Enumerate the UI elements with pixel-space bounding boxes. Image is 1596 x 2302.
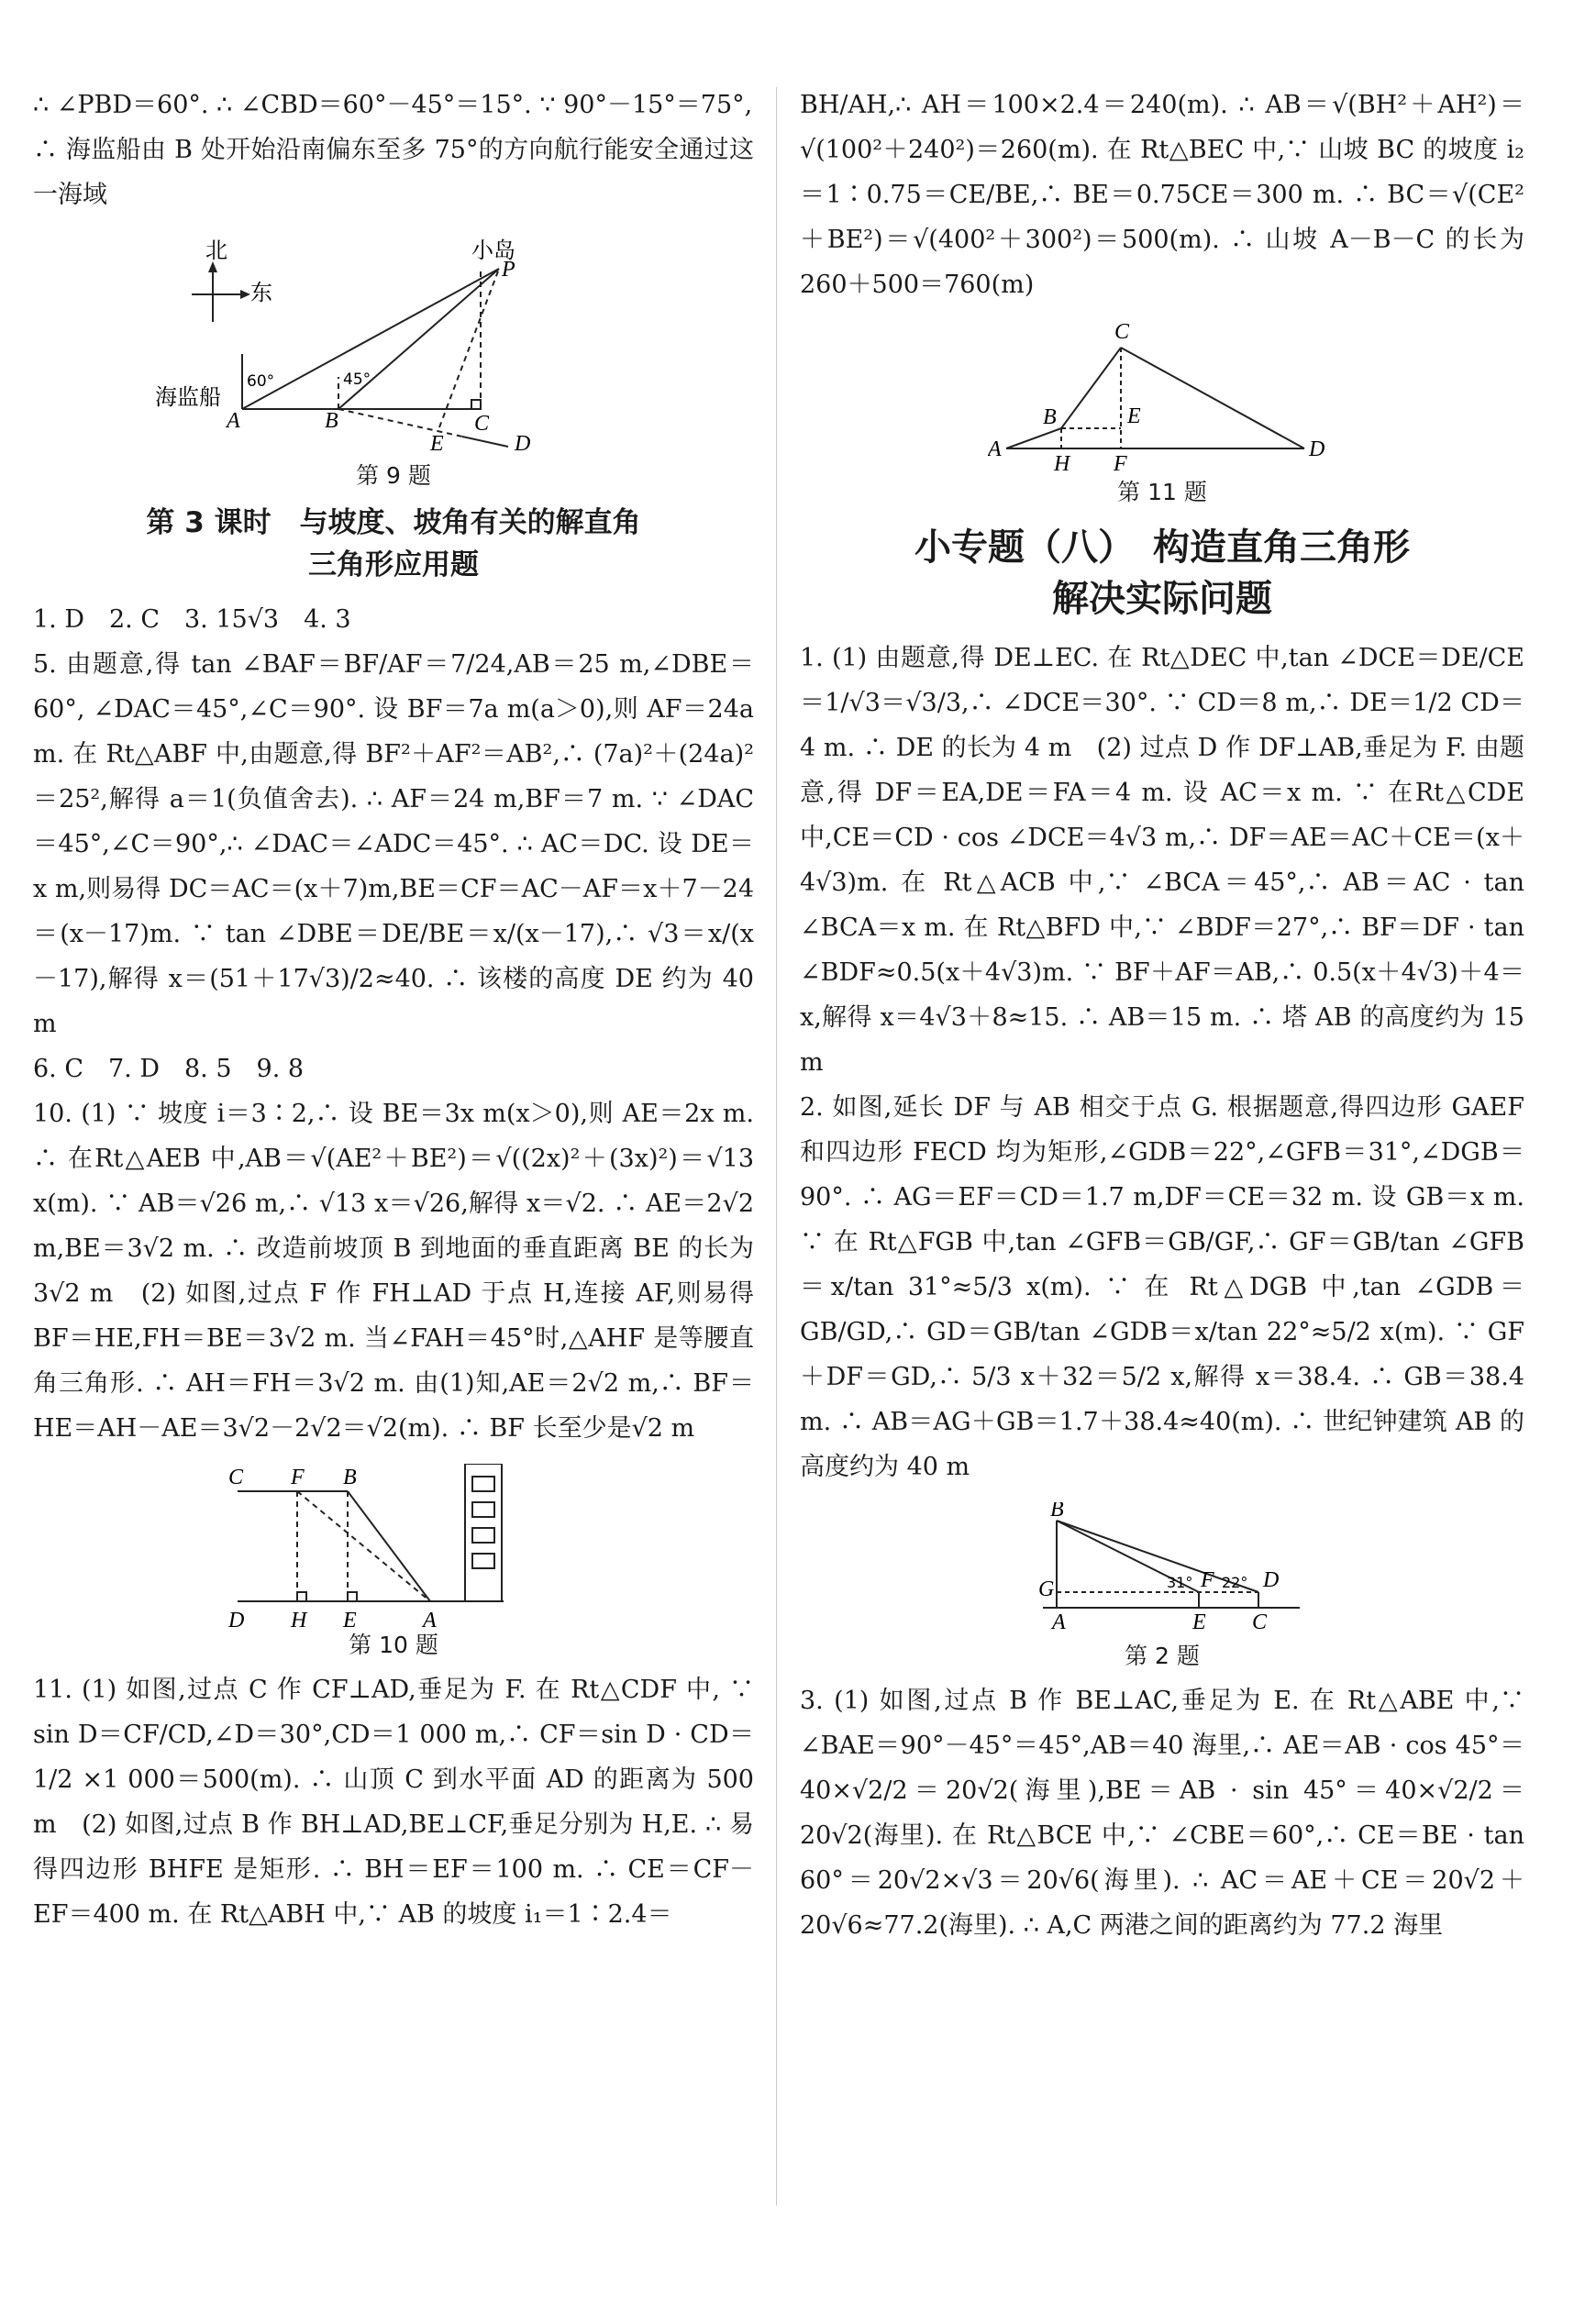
point-label: H <box>291 1609 307 1629</box>
figure-9-caption: 第 9 题 <box>356 462 431 489</box>
point-label: E <box>430 432 444 456</box>
question-5: 5. 由题意,得 tan ∠BAF＝BF/AF＝7/24,AB＝25 m,∠DBE＝60°, ∠DAC＝45°,∠C＝90°. 设 BF＝7a m(a＞0),则 AF＝24a m. 在 Rt△ABF 中,由题意,得 BF²＋AF²＝AB²,∴ (7a)²＋(24a)²＝25²,解得 a＝1(负值舍去). ∴ AF＝24 m,BF＝7 m. ∵ ∠DAC＝45°,∠C＝90°,∴ ∠DAC＝∠ADC＝45°. ∴ AC＝DC. 设 DE＝x m,则易得 DC＝AC＝(x＋7)m,BE＝CF＝AC－AF＝x＋7－24＝(x－17)m. ∵ tan ∠DBE＝DE/BE＝x/(x－17),∴ √3＝x/(x－17),解得 x＝(51＋17√3)/2≈40. ∴ 该楼的高度 DE 约为 40 m <box>33 650 754 1038</box>
intro-line-2: ∴ 海监船由 B 处开始沿南偏东至多 75°的方向航行能安全通过这一海域 <box>33 136 754 209</box>
point-label: F <box>1201 1568 1214 1592</box>
point-label: C <box>474 412 490 436</box>
figure-2-diagram <box>1006 1502 1318 1640</box>
topic-title <box>800 522 1524 625</box>
figure-10-diagram <box>228 1464 559 1629</box>
north-label: 北 <box>205 238 227 263</box>
point-label: E <box>343 1609 357 1629</box>
answers-1-4: 1. D 2. C 3. 15√3 4. 3 <box>33 605 351 634</box>
answers-6-9: 6. C 7. D 8. 5 9. 8 <box>33 1055 305 1083</box>
figure-10 <box>33 1464 754 1662</box>
point-label: P <box>502 258 515 282</box>
figure-9 <box>33 230 754 492</box>
point-label: A <box>423 1609 437 1629</box>
figure-11-diagram <box>988 320 1336 476</box>
left-column <box>33 83 754 1937</box>
figure-11-caption: 第 11 题 <box>1117 479 1207 505</box>
angle-60-label: 60° <box>247 372 275 391</box>
point-label: C <box>1114 320 1130 344</box>
figure-11 <box>800 320 1524 509</box>
topic-question-3: 3. (1) 如图,过点 B 作 BE⊥AC,垂足为 E. 在 Rt△ABE 中,∵ ∠BAE＝90°－45°＝45°,AB＝40 海里,∴ AE＝AB · cos 45°＝40×√2/2＝20√2(海里),BE＝AB · sin 45°＝40×√2/2＝20√2(海里). 在 Rt△BCE 中,∵ ∠CBE＝60°,∴ CE＝BE · tan 60°＝20√2×√3＝20√6(海里). ∴ AC＝AE＋CE＝20√2＋20√6≈77.2(海里). ∴ A,C 两港之间的距离约为 77.2 海里 <box>800 1687 1524 1940</box>
angle-22-label: 22° <box>1222 1574 1248 1591</box>
topic-question-1: 1. (1) 由题意,得 DE⊥EC. 在 Rt△DEC 中,tan ∠DCE＝DE/CE＝1/√3＝√3/3,∴ ∠DCE＝30°. ∵ CD＝8 m,∴ DE＝1/2 CD＝4 m. ∴ DE 的长为 4 m (2) 过点 D 作 DF⊥AB,垂足为 F. 由题意,得 DF＝EA,DE＝FA＝4 m. 设 AC＝x m. ∵ 在Rt△CDE 中,CE＝CD · cos ∠DCE＝4√3 m,∴ DF＝AE＝AC＋CE＝(x＋4√3)m. 在 Rt△ACB 中,∵ ∠BCA＝45°,∴ AB＝AC · tan ∠BCA＝x m. 在 Rt△BFD 中,∵ ∠BDF＝27°,∴ BF＝DF · tan ∠BDF≈0.5(x＋4√3)m. ∵ BF＋AF＝AB,∴ 0.5(x＋4√3)＋4＝x,解得 x＝4√3＋8≈15. ∴ AB＝15 m. ∴ 塔 AB 的高度约为 15 m <box>800 644 1524 1077</box>
question-11-continued: BH/AH,∴ AH＝100×2.4＝240(m). ∴ AB＝√(BH²＋AH²)＝√(100²＋240²)＝260(m). 在 Rt△BEC 中,∵ 山坡 BC 的坡度 i₂＝1∶0.75＝CE/BE,∴ BE＝0.75CE＝300 m. ∴ BC＝√(CE²＋BE²)＝√(400²＋300²)＝500(m). ∴ 山坡 A－B－C 的长为 260＋500＝760(m) <box>800 91 1524 299</box>
figure-2-caption: 第 2 题 <box>1125 1643 1200 1669</box>
right-column <box>800 83 1524 1948</box>
east-label: 东 <box>250 280 272 305</box>
angle-31-label: 31° <box>1167 1574 1193 1591</box>
point-label: A <box>1052 1610 1066 1634</box>
point-label: D <box>228 1609 245 1629</box>
question-11: 11. (1) 如图,过点 C 作 CF⊥AD,垂足为 F. 在 Rt△CDF 中, ∵ sin D＝CF/CD,∠D＝30°,CD＝1 000 m,∴ CF＝sin D · CD＝1/2 ×1 000＝500(m). ∴ 山顶 C 到水平面 AD 的距离为 500 m (2) 如图,过点 B 作 BH⊥AD,BE⊥CF,垂足分别为 H,E. ∴ 易得四边形 BHFE 是矩形. ∴ BH＝EF＝100 m. ∴ CE＝CF－EF＝400 m. 在 Rt△ABH 中,∵ AB 的坡度 i₁＝1∶2.4＝ <box>33 1676 754 1929</box>
topic-question-2: 2. 如图,延长 DF 与 AB 相交于点 G. 根据题意,得四边形 GAEF 和四边形 FECD 均为矩形,∠GDB＝22°,∠GFB＝31°,∠DGB＝90°. ∴ AG＝EF＝CD＝1.7 m,DF＝CE＝32 m. 设 GB＝x m. ∵ 在 Rt△FGB 中,tan ∠GFB＝GB/GF,∴ GF＝GB/tan ∠GFB＝x/tan 31°≈5/3 x(m). ∵ 在 Rt△DGB 中,tan ∠GDB＝GB/GD,∴ GD＝GB/tan ∠GDB＝x/tan 22°≈5/2 x(m). ∵ GF＋DF＝GD,∴ 5/3 x＋32＝5/2 x,解得 x＝38.4. ∴ GB＝38.4 m. ∴ AB＝AG＋GB＝1.7＋38.4≈40(m). ∴ 世纪钟建筑 AB 的高度约为 40 m <box>800 1093 1524 1481</box>
ship-label: 海监船 <box>155 384 221 410</box>
point-label: F <box>291 1466 305 1489</box>
point-label: F <box>1114 452 1127 476</box>
section-title-line-2: 三角形应用题 <box>308 548 479 581</box>
point-label: D <box>1309 437 1325 461</box>
point-label: B <box>325 409 338 433</box>
point-label: E <box>1192 1610 1206 1634</box>
point-label: D <box>1263 1568 1280 1592</box>
point-label: C <box>228 1466 244 1489</box>
figure-9-diagram <box>155 230 632 459</box>
point-label: D <box>515 432 531 456</box>
island-label: 小岛 <box>471 238 515 263</box>
intro-line-1: ∴ ∠PBD＝60°. ∴ ∠CBD＝60°－45°＝15°. ∵ 90°－15°＝75°, <box>33 91 753 119</box>
point-label: A <box>988 437 1002 461</box>
figure-2 <box>800 1502 1524 1673</box>
point-label: B <box>1050 1502 1064 1522</box>
column-divider <box>776 87 777 2206</box>
point-label: C <box>1252 1610 1268 1634</box>
point-label: B <box>1043 405 1057 429</box>
point-label: A <box>227 409 240 433</box>
point-label: H <box>1054 452 1070 476</box>
section-title-line-1: 第 3 课时 与坡度、坡角有关的解直角 <box>146 506 641 539</box>
angle-45-label: 45° <box>343 371 371 389</box>
topic-title-line-2: 解决实际问题 <box>1052 578 1272 620</box>
figure-10-caption: 第 10 题 <box>349 1632 438 1658</box>
section-title <box>33 502 754 586</box>
point-label: G <box>1038 1577 1055 1601</box>
question-10: 10. (1) ∵ 坡度 i＝3∶2,∴ 设 BE＝3x m(x＞0),则 AE＝2x m. ∴ 在Rt△AEB 中,AB＝√(AE²＋BE²)＝√((2x)²＋(3x)²)＝√13 x(m). ∵ AB＝√26 m,∴ √13 x＝√26,解得 x＝√2. ∴ AE＝2√2 m,BE＝3√2 m. ∴ 改造前坡顶 B 到地面的垂直距离 BE 的长为 3√2 m (2) 如图,过点 F 作 FH⊥AD 于点 H,连接 AF,则易得 BF＝HE,FH＝BE＝3√2 m. 当∠FAH＝45°时,△AHF 是等腰直角三角形. ∴ AH＝FH＝3√2 m. 由(1)知,AE＝2√2 m,∴ BF＝HE＝AH－AE＝3√2－2√2＝√2(m). ∴ BF 长至少是√2 m <box>33 1100 754 1443</box>
topic-title-line-1: 小专题（八） 构造直角三角形 <box>914 526 1410 569</box>
point-label: E <box>1127 404 1141 428</box>
point-label: B <box>343 1466 357 1489</box>
